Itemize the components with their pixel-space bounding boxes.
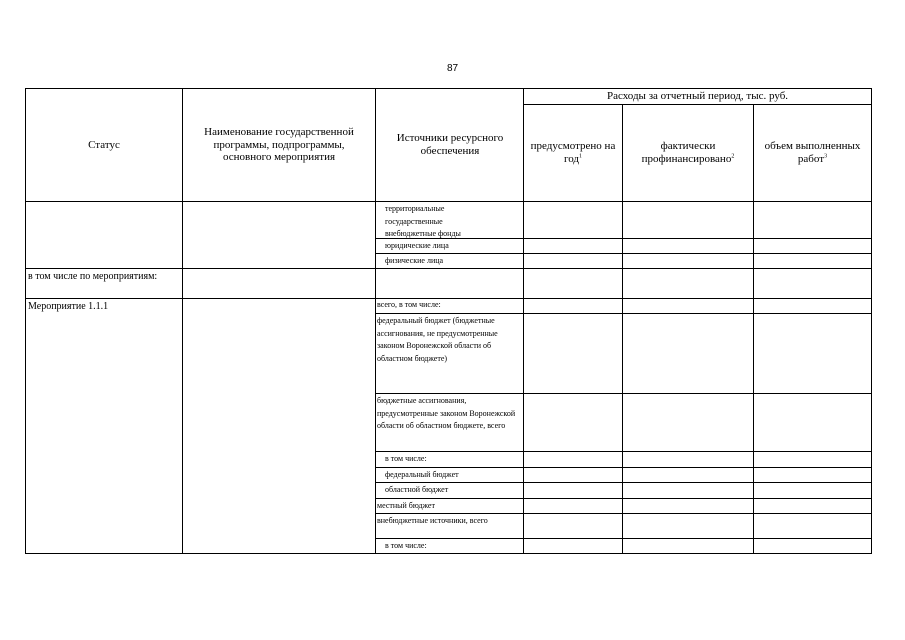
header-expenses-group: Расходы за отчетный период, тыс. руб. [606,90,789,103]
source-appropriations-total: бюджетные ассигнования, предусмотренные законом Воронежской области об областном бюджете, всего [377,396,516,430]
source-individuals: физические лица [385,256,444,265]
page-number: 87 [446,63,459,74]
source-local-budget: местный бюджет [377,501,435,510]
header-program-name: Наименование государственной программы, подпрограммы, основного мероприятия [204,126,354,164]
header-volume: объем выполненных работ$^3$ [764,140,861,165]
including-events-label: в том числе по мероприятиям: [28,271,158,282]
header-financed: фактически профинансировано$^2$ [641,140,735,165]
source-regional-budget: областной бюджет [385,485,449,494]
header-planned: предусмотрено на год$^1$ [530,140,616,165]
source-including-1: в том числе: [385,454,427,463]
header-status: Статус [88,138,120,151]
header-sources: Источники ресурсного обеспечения [396,132,504,157]
source-federal-budget-not-provided: федеральный бюджет (бюджетные ассигнования, не предусмотренные законом Воронежской области об областном бюджете) [377,316,498,363]
source-including-2: в том числе: [385,541,427,550]
source-territorial-funds: территориальные государственные внебюджетные фонды [385,204,461,238]
source-extrabudgetary-total: внебюджетные источники, всего [377,516,488,525]
source-legal-entities: юридические лица [385,241,449,250]
source-federal-budget: федеральный бюджет [385,470,459,479]
event-status: Мероприятие 1.1.1 [28,301,109,312]
source-total-including: всего, в том числе: [377,300,441,309]
